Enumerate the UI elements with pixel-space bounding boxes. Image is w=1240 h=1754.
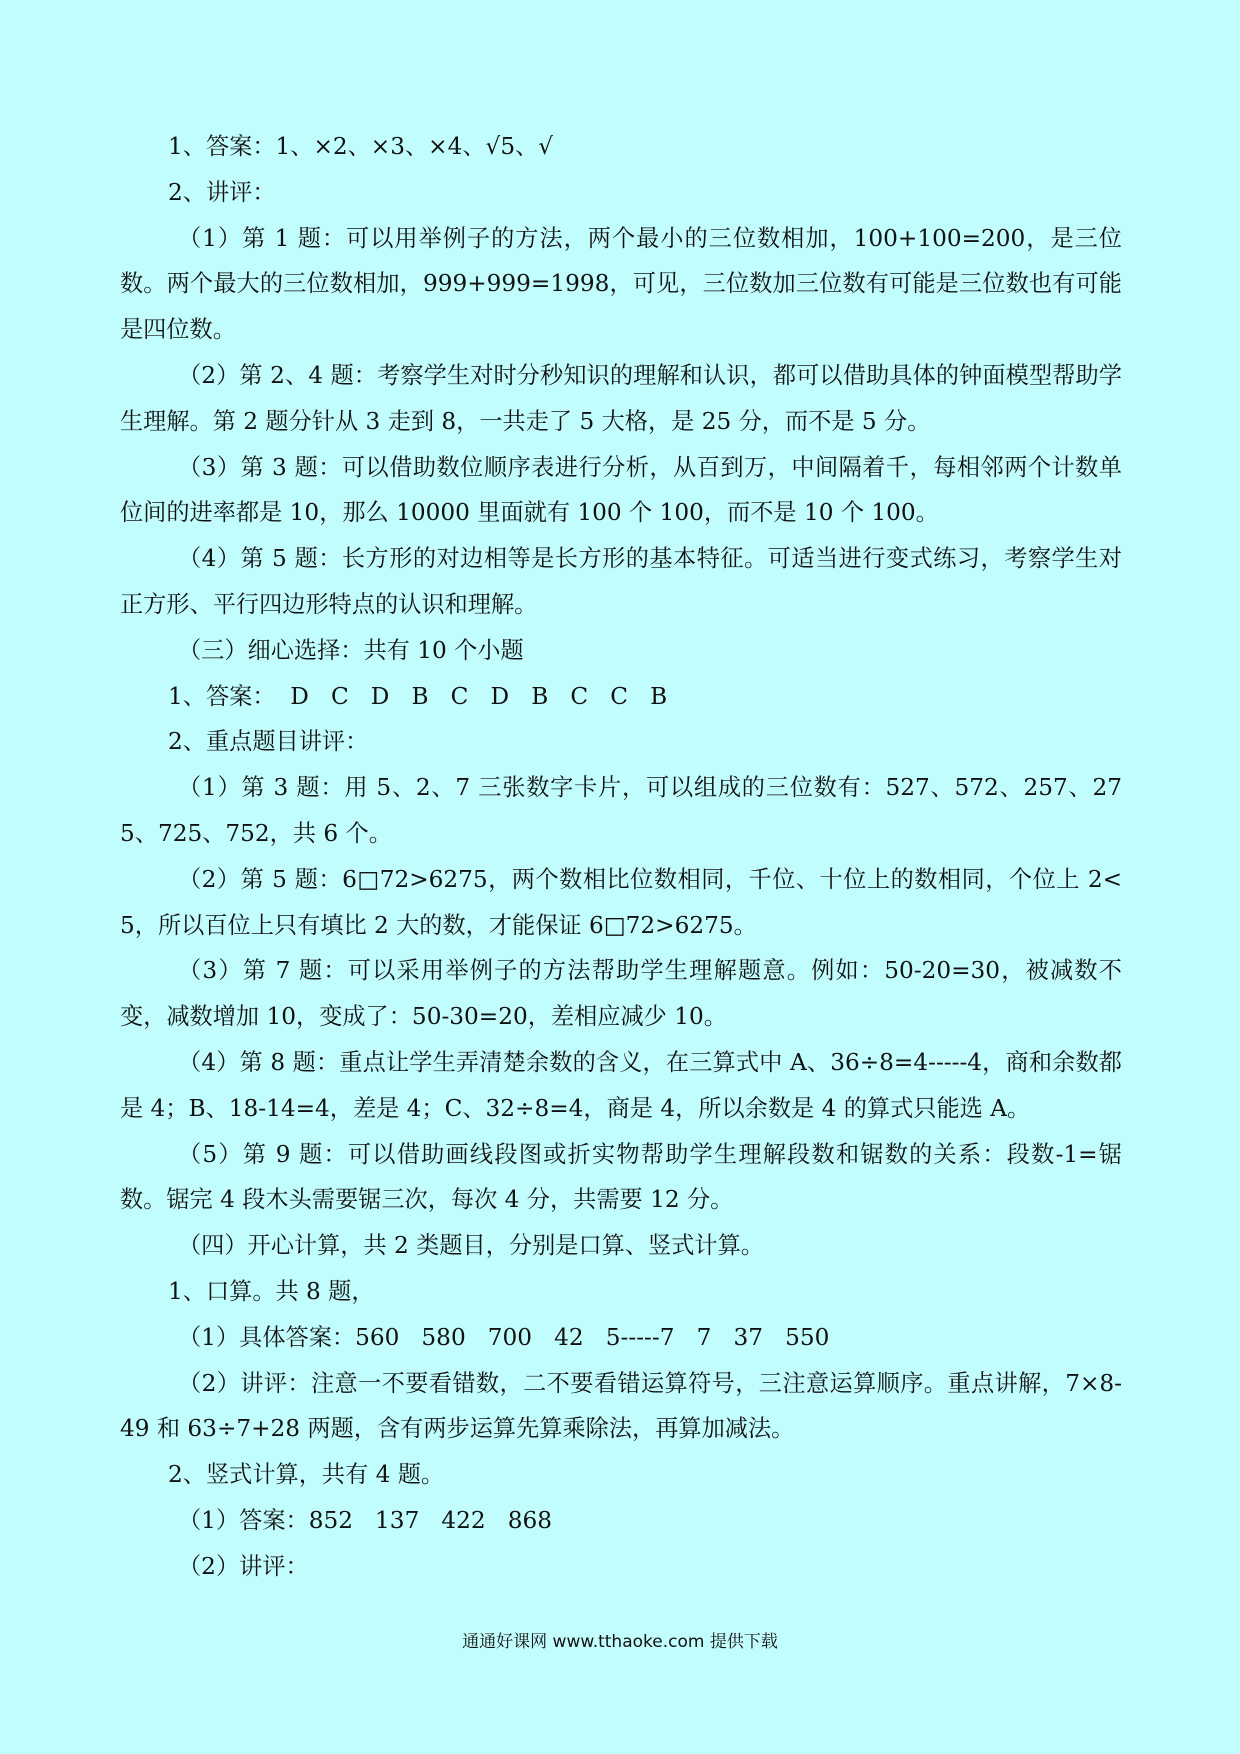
- key-comment-heading: 2、重点题目讲评：: [168, 728, 369, 756]
- document-body: [120, 124, 1122, 1590]
- comment-item-2: （2）第 2、4 题：考察学生对时分秒知识的理解和认识，都可以借助具体的钟面模型帮助学生理解。第 2 题分针从 3 走到 8，一共走了 5 大格，是 25 分，而不是 5 分。: [120, 361, 1122, 435]
- vertical-answers: （1）答案：852 137 422 868: [178, 1506, 553, 1534]
- oral-calculation-heading: 1、口算。共 8 题，: [168, 1277, 375, 1305]
- oral-comment: （2）讲评：注意一不要看错数，二不要看错运算符号，三注意运算顺序。重点讲解，7×8-49 和 63÷7+28 两题，含有两步运算先算乘除法，再算加减法。: [120, 1369, 1122, 1443]
- choice-comment-5: （5）第 9 题：可以借助画线段图或折实物帮助学生理解段数和锯数的关系：段数-1=锯数。锯完 4 段木头需要锯三次，每次 4 分，共需要 12 分。: [120, 1140, 1122, 1214]
- answer-line-choice: 1、答案： D C D B C D B C C B: [168, 682, 668, 710]
- vertical-calculation-heading: 2、竖式计算，共有 4 题。: [168, 1461, 445, 1489]
- comment-heading: 2、讲评：: [168, 178, 276, 206]
- comment-item-3: （3）第 3 题：可以借助数位顺序表进行分析，从百到万，中间隔着千，每相邻两个计数单位间的进率都是 10，那么 10000 里面就有 100 个 100，而不是 10 个 100。: [120, 453, 1122, 527]
- section-choice-heading: （三）细心选择：共有 10 个小题: [178, 636, 524, 664]
- choice-comment-3: （3）第 7 题：可以采用举例子的方法帮助学生理解题意。例如：50-20=30，被减数不变，减数增加 10，变成了：50-30=20，差相应减少 10。: [120, 957, 1122, 1031]
- page-footer: 通通好课网 www.tthaoke.com 提供下载: [462, 1632, 778, 1652]
- choice-comment-1: （1）第 3 题：用 5、2、7 三张数字卡片，可以组成的三位数有：527、572、257、275、725、752，共 6 个。: [120, 774, 1122, 847]
- comment-item-4: （4）第 5 题：长方形的对边相等是长方形的基本特征。可适当进行变式练习，考察学生对正方形、平行四边形特点的认识和理解。: [120, 545, 1122, 618]
- comment-item-1: （1）第 1 题：可以用举例子的方法，两个最小的三位数相加，100+100=200，是三位数。两个最大的三位数相加，999+999=1998，可见，三位数加三位数有可能是三位数也有可能是四位数。: [120, 224, 1122, 344]
- answer-line-judgement: 1、答案：1、×2、×3、×4、√5、√: [168, 133, 554, 160]
- vertical-comment: （2）讲评：: [178, 1552, 309, 1580]
- oral-answers: （1）具体答案：560 580 700 42 5-----7 7 37 550: [178, 1323, 830, 1351]
- section-calculation-heading: （四）开心计算，共 2 类题目，分别是口算、竖式计算。: [178, 1232, 764, 1260]
- choice-comment-2: （2）第 5 题：6□72>6275，两个数相比位数相同，千位、十位上的数相同，个位上 2<5，所以百位上只有填比 2 大的数，才能保证 6□72>6275。: [120, 865, 1122, 939]
- choice-comment-4: （4）第 8 题：重点让学生弄清楚余数的含义，在三算式中 A、36÷8=4-----4，商和余数都是 4；B、18-14=4，差是 4；C、32÷8=4，商是 4，所以余数是 4 的算式只能选 A。: [120, 1048, 1122, 1122]
